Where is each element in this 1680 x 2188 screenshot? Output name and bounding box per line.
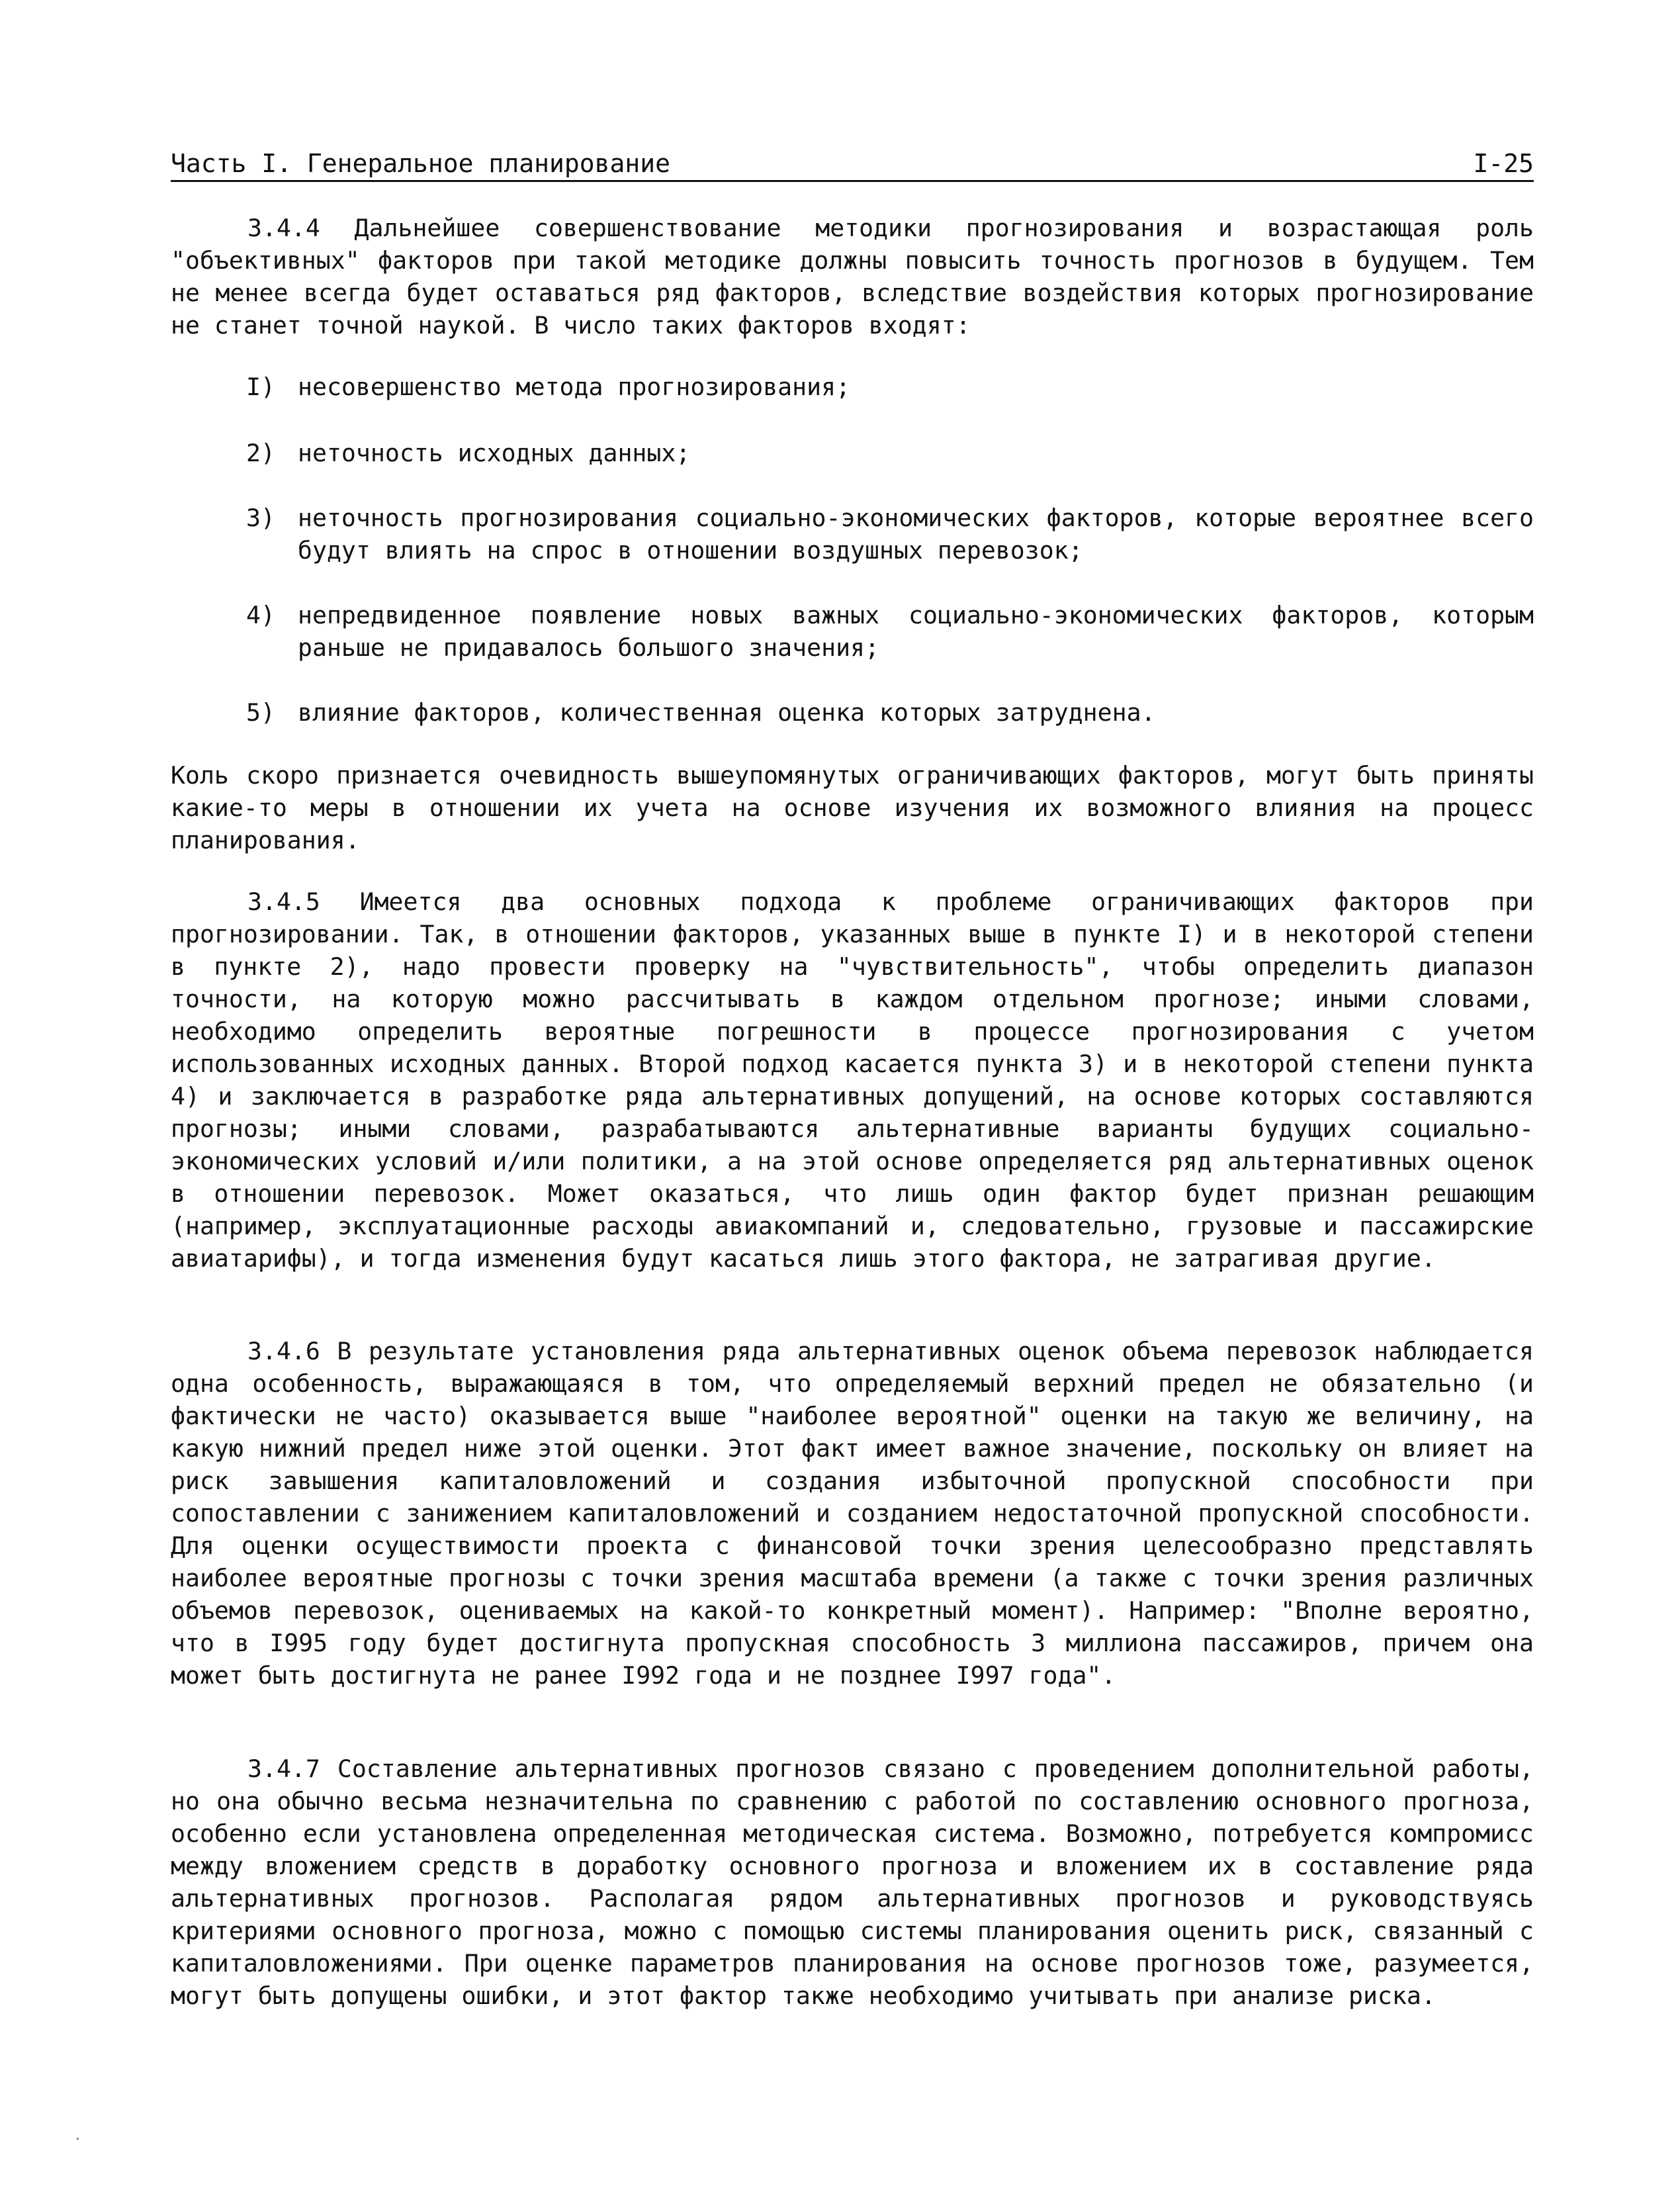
- list-item-number: 4): [246, 601, 275, 629]
- header-section-title: Часть I. Генеральное планирование: [171, 149, 670, 178]
- list-item-text: влияние факторов, количественная оценка которых затруднена.: [298, 698, 1156, 727]
- list-item-text: непредвиденное появление новых важных социально-экономических факторов, которым раньше не придавалось большого значения;: [298, 601, 1534, 662]
- paragraph-3-4-4: 3.4.4 Дальнейшее совершенствование методики прогнозирования и возрастающая роль "объективных" факторов при такой методике должны повысить точность прогнозов в будущем. Тем не менее всегда будет оставаться ряд факторов, вследствие воздействия которых прогнозирование не станет точной наукой. В число таких факторов входят:: [171, 214, 1534, 340]
- scan-speck: [77, 2138, 79, 2140]
- paragraph-3-4-5: 3.4.5 Имеется два основных подхода к проблеме ограничивающих факторов при прогнозировании. Так, в отношении факторов, указанных выше в пункте I) и в некоторой степени в пункте 2), надо провести проверку на "чувствительность", чтобы определить диапазон точности, на которую можно рассчитывать в каждом отдельном прогнозе; иными словами, необходимо определить вероятные погрешности в процессе прогнозирования с учетом использованных исходных данных. Второй подход касается пункта 3) и в некоторой степени пункта 4) и заключается в разработке ряда альтернативных допущений, на основе которых составляются прогнозы; иными словами, разрабатываются альтернативные варианты будущих социально-экономических условий и/или политики, а на этой основе определяется ряд альтернативных оценок в отношении перевозок. Может оказаться, что лишь один фактор будет признан решающим (например, эксплуатационные расходы авиакомпаний и, следовательно, грузовые и пассажирские авиатарифы), и тогда изменения будут касаться лишь этого фактора, не затрагивая другие.: [171, 888, 1534, 1273]
- page-number: I-25: [1473, 149, 1534, 178]
- list-item-text: несовершенство метода прогнозирования;: [298, 373, 851, 401]
- paragraph-3-4-4-conclusion: Коль скоро признается очевидность вышеупомянутых ограничивающих факторов, могут быть приняты какие-то меры в отношении их учета на основе изучения их возможного влияния на процесс планирования.: [171, 761, 1534, 854]
- list-item-number: 5): [246, 698, 275, 727]
- list-item-number: 3): [246, 504, 275, 532]
- paragraph-3-4-6: 3.4.6 В результате установления ряда альтернативных оценок объема перевозок наблюдается одна особенность, выражающаяся в том, что определяемый верхний предел не обязательно (и фактически не часто) оказывается выше "наиболее вероятной" оценки на такую же величину, на какую нижний предел ниже этой оценки. Этот факт имеет важное значение, поскольку он влияет на риск завышения капиталовложений и создания избыточной пропускной способности при сопоставлении с занижением капиталовложений и созданием недостаточной пропускной способности. Для оценки осуществимости проекта с финансовой точки зрения целесообразно представлять наиболее вероятные прогнозы с точки зрения масштаба времени (а также с точки зрения различных объемов перевозок, оцениваемых на какой-то конкретный момент). Например: "Вполне вероятно, что в I995 году будет достигнута пропускная способность 3 миллиона пассажиров, причем она может быть достигнута не ранее I992 года и не позднее I997 года".: [171, 1337, 1534, 1690]
- list-item-number: 2): [246, 439, 275, 467]
- list-item-text: неточность исходных данных;: [298, 439, 691, 467]
- paragraph-3-4-7: 3.4.7 Составление альтернативных прогнозов связано с проведением дополнительной работы, но она обычно весьма незначительна по сравнению с работой по составлению основного прогноза, особенно если установлена определенная методическая система. Возможно, потребуется компромисс между вложением средств в доработку основного прогноза и вложением их в составление ряда альтернативных прогнозов. Располагая рядом альтернативных прогнозов и руководствуясь критериями основного прогноза, можно с помощью системы планирования оценить риск, связанный с капиталовложениями. При оценке параметров планирования на основе прогнозов тоже, разумеется, могут быть допущены ошибки, и этот фактор также необходимо учитывать при анализе риска.: [171, 1755, 1534, 2010]
- list-item-number: I): [246, 373, 275, 401]
- page-header: [171, 147, 1534, 182]
- list-item-text: неточность прогнозирования социально-экономических факторов, которые вероятнее всего будут влиять на спрос в отношении воздушных перевозок;: [298, 504, 1534, 565]
